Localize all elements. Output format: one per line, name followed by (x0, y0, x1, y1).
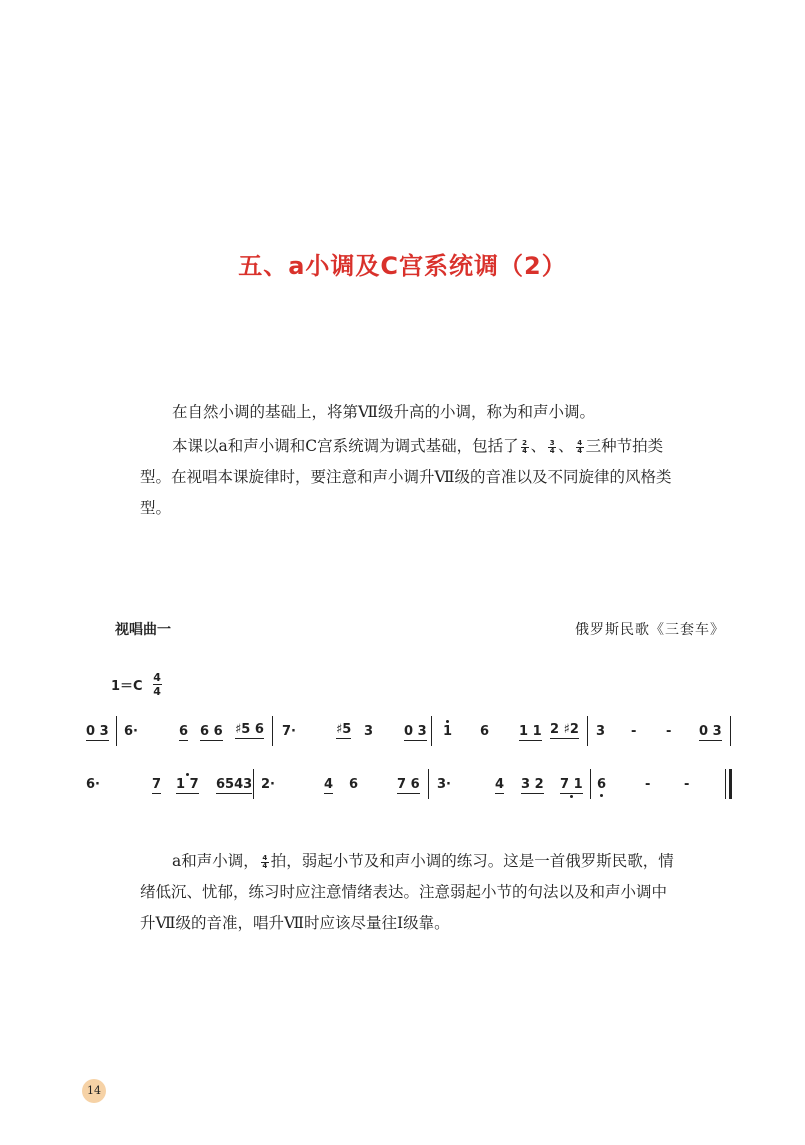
barline (272, 716, 273, 746)
barline (253, 769, 254, 799)
note: 2 ♯2 (550, 722, 579, 737)
note: 6· (124, 724, 138, 739)
note: 4 (495, 777, 505, 792)
outro-text-a: a和声小调， (172, 852, 259, 870)
note: 4 (324, 777, 334, 792)
dash: - (666, 724, 672, 739)
note: 6543 (216, 777, 253, 792)
page-number-badge: 14 (82, 1079, 106, 1103)
song-label: 视唱曲一 (115, 622, 171, 638)
note: 0 3 (699, 724, 722, 739)
key-text: 1＝C (111, 679, 143, 694)
note: 3 (596, 724, 606, 739)
note: ♯5 (336, 722, 352, 737)
note: 6· (86, 777, 100, 792)
meter: $\frac{4}{4}$ (153, 671, 161, 698)
note: 3 2 (521, 777, 544, 792)
intro-text-2b: 三种节拍类型。在视唱本课旋律时，要注意和声小调升Ⅶ级的音准以及不同旋律的风格类型。 (140, 437, 672, 517)
song-source: 俄罗斯民歌《三套车》 (575, 622, 725, 638)
dash: - (631, 724, 637, 739)
final-barline-thin (725, 769, 726, 799)
note-low: 7 1 (560, 777, 583, 792)
note: 7 6 (397, 777, 420, 792)
note: 6 (349, 777, 359, 792)
final-barline-thick (729, 769, 732, 799)
note: 2· (261, 777, 275, 792)
key-signature (111, 672, 162, 697)
barline (431, 716, 432, 746)
time-signature-3-4: $\frac{3}{4}$ (549, 438, 555, 455)
barline (730, 716, 731, 746)
note: ♯5 6 (235, 722, 264, 737)
note-high: 1 (443, 724, 453, 739)
barline (587, 716, 588, 746)
barline (428, 769, 429, 799)
note: 0 3 (404, 724, 427, 739)
intro-text-2a: 本课以a和声小调和C宫系统调为调式基础，包括了 (172, 437, 519, 455)
outro-paragraph (140, 846, 680, 939)
note: 6 (480, 724, 490, 739)
separator: 、 (530, 437, 547, 455)
note-low: 6 (597, 777, 607, 792)
note: 7 (152, 777, 162, 792)
separator: 、 (558, 437, 574, 455)
note: 1 1 (519, 724, 542, 739)
barline (590, 769, 591, 799)
time-signature-4-4: $\frac{4}{4}$ (262, 853, 268, 870)
note-high: 1 7 (176, 777, 199, 792)
intro-paragraph-2 (140, 431, 680, 524)
intro-text-1: 在自然小调的基础上，将第Ⅶ级升高的小调，称为和声小调。 (172, 403, 596, 421)
time-signature-2-4: $\frac{2}{4}$ (522, 438, 528, 455)
time-signature-4-4: $\frac{4}{4}$ (577, 438, 583, 455)
page-title: 五、a小调及C宫系统调（2） (238, 252, 567, 280)
note: 3· (437, 777, 451, 792)
intro-paragraph-1 (140, 397, 680, 428)
dash: - (645, 777, 651, 792)
note: 6 (179, 724, 189, 739)
outro-text-b: 拍，弱起小节及和声小调的练习。这是一首俄罗斯民歌，情绪低沉、忧郁，练习时应注意情绪表达。注意弱起小节的句法以及和声小调中升Ⅶ级的音准，唱升Ⅶ时应该尽量往Ⅰ级靠。 (140, 852, 674, 932)
note: 7· (282, 724, 296, 739)
barline (116, 716, 117, 746)
note: 3 (364, 724, 374, 739)
note: 0 3 (86, 724, 109, 739)
note: 6 6 (200, 724, 223, 739)
dash: - (684, 777, 690, 792)
